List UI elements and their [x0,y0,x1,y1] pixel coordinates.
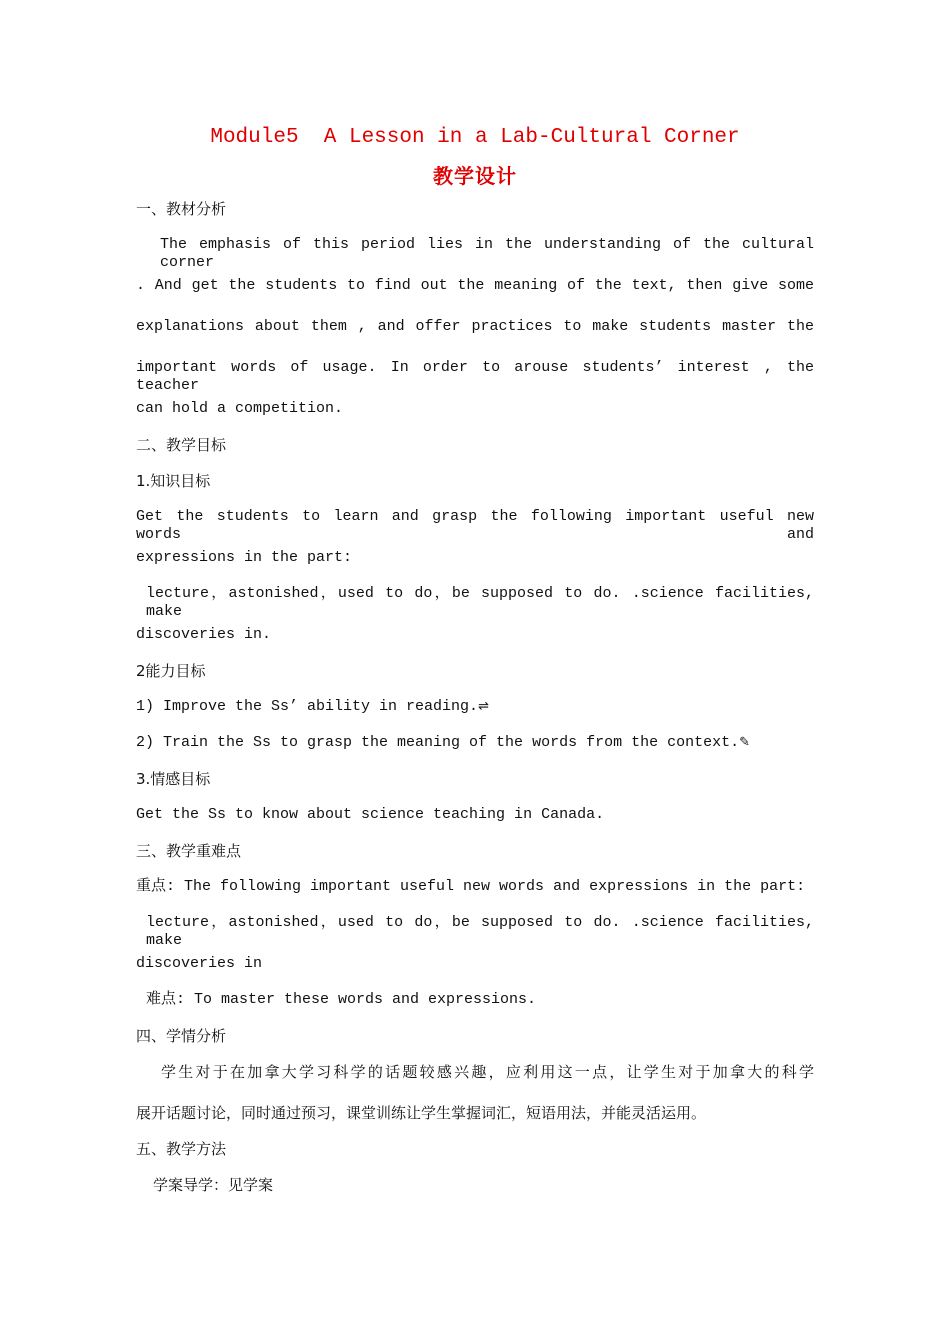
document-subtitle: 教学设计 [433,164,517,188]
paragraph-line: 展开话题讨论，同时通过预习，课堂训练让学生掌握词汇，短语用法，并能灵活运用。 [136,1104,707,1122]
objective-text: 2) Train the Ss to grasp the meaning of the words from the context. [136,734,740,751]
section-heading-student-analysis: 四、学情分析 [136,1027,227,1045]
pen-mark-icon: ✎ [739,735,751,750]
difficult-points-line: 难点: To master these words and expressions. [146,991,537,1008]
paragraph-line: . And get the students to find out the meaning of the text, then give some [136,277,814,294]
subheading-ability-objectives: 2能力目标 [136,662,206,680]
paragraph-line: expressions in the part: [136,549,353,566]
arrows-mark-icon: ⇌ [478,699,489,714]
paragraph-line: explanations about them , and offer practices to make students master the [136,318,814,335]
document-title: Module5 A Lesson in a Lab-Cultural Corner [210,126,740,149]
paragraph-line: important words of usage. In order to arouse students’ interest , the teacher [136,359,814,394]
objective-item [136,698,814,716]
paragraph-line: Get the students to learn and grasp the following important useful new words and [136,508,814,543]
section-heading-key-difficult-points: 三、教学重难点 [136,842,242,860]
word-list-line: lecture，astonished，used to do，be supposed to do. .science facilities, make [146,585,814,620]
objective-item [136,734,814,752]
paragraph-line: The emphasis of this period lies in the understanding of the cultural corner [160,236,814,271]
word-list-line: discoveries in [136,955,263,972]
word-list-line: discoveries in. [136,626,272,643]
objective-text: 1) Improve the Ss’ ability in reading. [136,698,479,715]
section-heading-teaching-methods: 五、教学方法 [136,1140,227,1158]
section-heading-textbook-analysis: 一、教材分析 [136,200,227,218]
subheading-emotional-objectives: 3.情感目标 [136,770,211,788]
paragraph-line: Get the Ss to know about science teaching in Canada. [136,806,605,823]
paragraph-line: can hold a competition. [136,400,344,417]
section-heading-teaching-objectives: 二、教学目标 [136,436,227,454]
key-points-line: 重点: The following important useful new words and expressions in the part: [136,878,806,895]
paragraph-line: 学生对于在加拿大学习科学的话题较感兴趣，应利用这一点，让学生对于加拿大的科学 [161,1063,814,1081]
subheading-knowledge-objectives: 1.知识目标 [136,472,211,490]
word-list-line: lecture，astonished，used to do，be supposed to do. .science facilities, make [146,914,814,949]
paragraph-line: 学案导学：见学案 [153,1176,274,1194]
